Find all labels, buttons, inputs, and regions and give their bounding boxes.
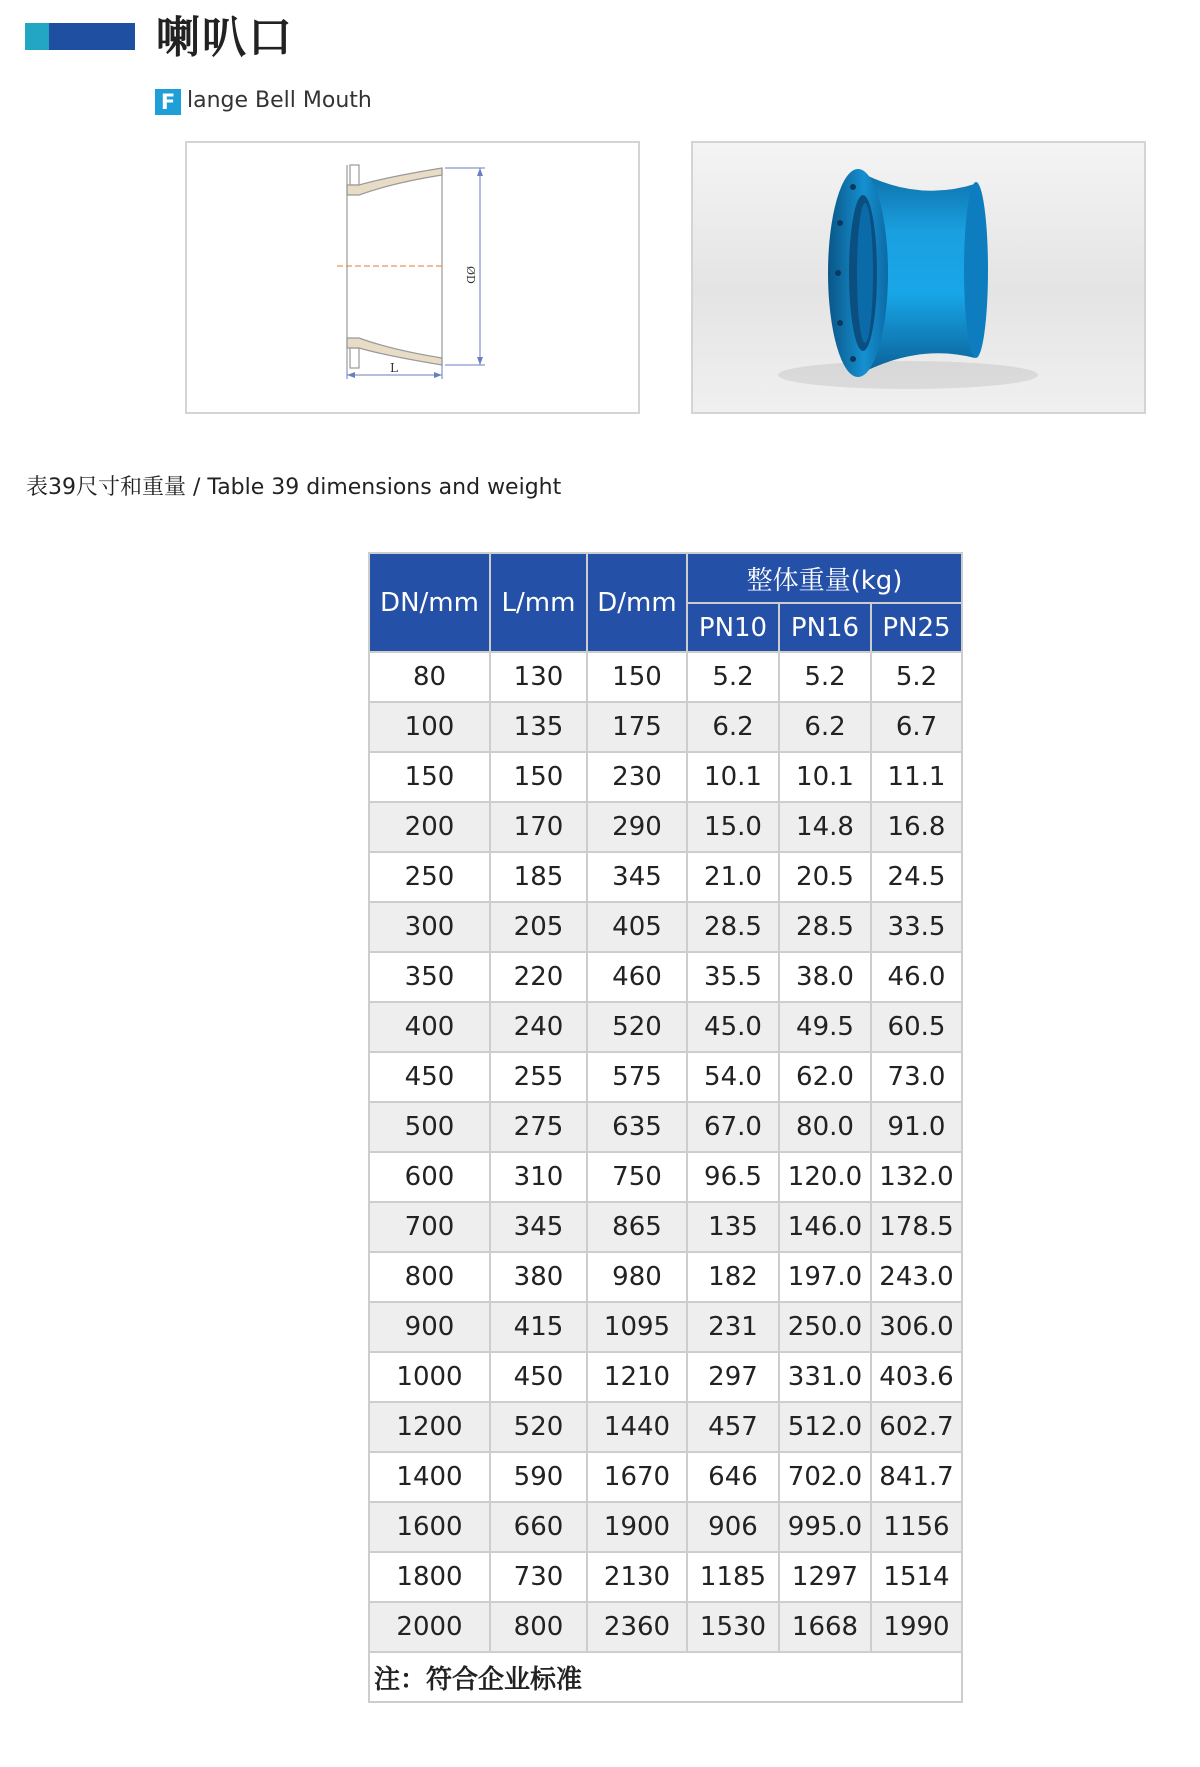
dn-cell: 1400 <box>369 1452 490 1502</box>
dn-cell: 600 <box>369 1152 490 1202</box>
pn16-cell: 14.8 <box>779 802 871 852</box>
d-cell: 1900 <box>587 1502 687 1552</box>
diameter-label: ØD <box>464 266 477 284</box>
pn16-cell: 702.0 <box>779 1452 871 1502</box>
table-row <box>369 1302 962 1352</box>
table-row <box>369 752 962 802</box>
pn10-cell: 231 <box>687 1302 779 1352</box>
pn25-cell: 46.0 <box>871 952 962 1002</box>
dn-cell: 800 <box>369 1252 490 1302</box>
table-caption: 表39尺寸和重量 / Table 39 dimensions and weight <box>26 475 562 500</box>
dn-cell: 1800 <box>369 1552 490 1602</box>
table-body <box>369 652 962 1652</box>
pn25-cell: 403.6 <box>871 1352 962 1402</box>
table-row <box>369 1352 962 1402</box>
bell-mouth-render <box>693 143 1144 412</box>
pn25-cell: 6.7 <box>871 702 962 752</box>
col-header-d: D/mm <box>587 553 687 652</box>
l-cell: 380 <box>490 1252 587 1302</box>
pn25-cell: 60.5 <box>871 1002 962 1052</box>
page-title: 喇叭口 <box>156 12 294 63</box>
pn16-cell: 146.0 <box>779 1202 871 1252</box>
header-accent-teal-bar <box>25 23 49 50</box>
l-cell: 185 <box>490 852 587 902</box>
table-row <box>369 1152 962 1202</box>
dn-cell: 80 <box>369 652 490 702</box>
l-cell: 345 <box>490 1202 587 1252</box>
pn16-cell: 250.0 <box>779 1302 871 1352</box>
dn-cell: 1200 <box>369 1402 490 1452</box>
dn-cell: 350 <box>369 952 490 1002</box>
pn25-cell: 306.0 <box>871 1302 962 1352</box>
d-cell: 2360 <box>587 1602 687 1652</box>
pn25-cell: 243.0 <box>871 1252 962 1302</box>
pn25-cell: 602.7 <box>871 1402 962 1452</box>
d-cell: 1210 <box>587 1352 687 1402</box>
pn10-cell: 54.0 <box>687 1052 779 1102</box>
pn16-cell: 62.0 <box>779 1052 871 1102</box>
pn25-cell: 1156 <box>871 1502 962 1552</box>
d-cell: 1440 <box>587 1402 687 1452</box>
pn10-cell: 35.5 <box>687 952 779 1002</box>
pn10-cell: 28.5 <box>687 902 779 952</box>
dn-cell: 450 <box>369 1052 490 1102</box>
pn16-cell: 80.0 <box>779 1102 871 1152</box>
table-row <box>369 1002 962 1052</box>
l-cell: 135 <box>490 702 587 752</box>
table-row <box>369 1502 962 1552</box>
length-label: L <box>390 361 398 375</box>
pn25-cell: 178.5 <box>871 1202 962 1252</box>
l-cell: 240 <box>490 1002 587 1052</box>
l-cell: 590 <box>490 1452 587 1502</box>
table-row <box>369 652 962 702</box>
header-accent-blue-bar <box>49 23 135 50</box>
l-cell: 520 <box>490 1402 587 1452</box>
table-row <box>369 952 962 1002</box>
dn-cell: 500 <box>369 1102 490 1152</box>
l-cell: 130 <box>490 652 587 702</box>
col-header-weight-group: 整体重量(kg) <box>687 553 962 603</box>
d-cell: 865 <box>587 1202 687 1252</box>
col-header-l: L/mm <box>490 553 587 652</box>
dn-cell: 150 <box>369 752 490 802</box>
l-cell: 220 <box>490 952 587 1002</box>
pn10-cell: 906 <box>687 1502 779 1552</box>
pn25-cell: 73.0 <box>871 1052 962 1102</box>
pn16-cell: 1668 <box>779 1602 871 1652</box>
dn-cell: 900 <box>369 1302 490 1352</box>
pn25-cell: 1514 <box>871 1552 962 1602</box>
pn16-cell: 1297 <box>779 1552 871 1602</box>
dn-cell: 700 <box>369 1202 490 1252</box>
table-row <box>369 1402 962 1452</box>
l-cell: 415 <box>490 1302 587 1352</box>
table-row <box>369 1052 962 1102</box>
d-cell: 520 <box>587 1002 687 1052</box>
pn10-cell: 457 <box>687 1402 779 1452</box>
pn25-cell: 11.1 <box>871 752 962 802</box>
pn10-cell: 646 <box>687 1452 779 1502</box>
l-cell: 205 <box>490 902 587 952</box>
pn10-cell: 21.0 <box>687 852 779 902</box>
pn16-cell: 49.5 <box>779 1002 871 1052</box>
l-cell: 255 <box>490 1052 587 1102</box>
pn25-cell: 5.2 <box>871 652 962 702</box>
table-row <box>369 802 962 852</box>
pn10-cell: 5.2 <box>687 652 779 702</box>
table-row <box>369 1552 962 1602</box>
technical-drawing-panel <box>185 141 640 414</box>
l-cell: 450 <box>490 1352 587 1402</box>
col-header-pn25: PN25 <box>871 603 962 652</box>
l-cell: 730 <box>490 1552 587 1602</box>
d-cell: 750 <box>587 1152 687 1202</box>
pn16-cell: 28.5 <box>779 902 871 952</box>
l-cell: 170 <box>490 802 587 852</box>
dn-cell: 300 <box>369 902 490 952</box>
table-row <box>369 1252 962 1302</box>
table-row <box>369 902 962 952</box>
pn16-cell: 197.0 <box>779 1252 871 1302</box>
pn16-cell: 331.0 <box>779 1352 871 1402</box>
d-cell: 460 <box>587 952 687 1002</box>
l-cell: 310 <box>490 1152 587 1202</box>
dn-cell: 400 <box>369 1002 490 1052</box>
dn-cell: 1600 <box>369 1502 490 1552</box>
d-cell: 1095 <box>587 1302 687 1352</box>
table-row <box>369 1202 962 1252</box>
d-cell: 2130 <box>587 1552 687 1602</box>
d-cell: 575 <box>587 1052 687 1102</box>
table-row <box>369 1602 962 1652</box>
d-cell: 150 <box>587 652 687 702</box>
pn25-cell: 91.0 <box>871 1102 962 1152</box>
dn-cell: 2000 <box>369 1602 490 1652</box>
pn10-cell: 1185 <box>687 1552 779 1602</box>
pn10-cell: 297 <box>687 1352 779 1402</box>
d-cell: 405 <box>587 902 687 952</box>
pn10-cell: 15.0 <box>687 802 779 852</box>
col-header-pn16: PN16 <box>779 603 871 652</box>
col-header-dn: DN/mm <box>369 553 490 652</box>
product-render-panel <box>691 141 1146 414</box>
table-note: 注：符合企业标准 <box>369 1652 962 1702</box>
pn16-cell: 120.0 <box>779 1152 871 1202</box>
table-row <box>369 852 962 902</box>
pn16-cell: 512.0 <box>779 1402 871 1452</box>
d-cell: 345 <box>587 852 687 902</box>
subtitle-initial-badge: F <box>155 89 181 115</box>
table-row <box>369 702 962 752</box>
d-cell: 290 <box>587 802 687 852</box>
bell-mouth-drawing <box>187 143 638 412</box>
pn10-cell: 6.2 <box>687 702 779 752</box>
table-row <box>369 1452 962 1502</box>
l-cell: 800 <box>490 1602 587 1652</box>
pn16-cell: 10.1 <box>779 752 871 802</box>
col-header-pn10: PN10 <box>687 603 779 652</box>
dn-cell: 250 <box>369 852 490 902</box>
pn10-cell: 135 <box>687 1202 779 1252</box>
d-cell: 175 <box>587 702 687 752</box>
pn25-cell: 16.8 <box>871 802 962 852</box>
dn-cell: 200 <box>369 802 490 852</box>
pn16-cell: 38.0 <box>779 952 871 1002</box>
d-cell: 635 <box>587 1102 687 1152</box>
pn10-cell: 182 <box>687 1252 779 1302</box>
pn25-cell: 24.5 <box>871 852 962 902</box>
d-cell: 980 <box>587 1252 687 1302</box>
d-cell: 230 <box>587 752 687 802</box>
pn10-cell: 96.5 <box>687 1152 779 1202</box>
pn10-cell: 10.1 <box>687 752 779 802</box>
table-row <box>369 1102 962 1152</box>
pn25-cell: 841.7 <box>871 1452 962 1502</box>
pn16-cell: 995.0 <box>779 1502 871 1552</box>
l-cell: 275 <box>490 1102 587 1152</box>
l-cell: 150 <box>490 752 587 802</box>
pn25-cell: 33.5 <box>871 902 962 952</box>
dimension-weight-table <box>368 552 963 1703</box>
pn16-cell: 6.2 <box>779 702 871 752</box>
pn25-cell: 1990 <box>871 1602 962 1652</box>
pn10-cell: 45.0 <box>687 1002 779 1052</box>
pn25-cell: 132.0 <box>871 1152 962 1202</box>
pn16-cell: 5.2 <box>779 652 871 702</box>
pn10-cell: 1530 <box>687 1602 779 1652</box>
d-cell: 1670 <box>587 1452 687 1502</box>
page-subtitle: lange Bell Mouth <box>187 88 372 113</box>
l-cell: 660 <box>490 1502 587 1552</box>
pn10-cell: 67.0 <box>687 1102 779 1152</box>
dn-cell: 1000 <box>369 1352 490 1402</box>
pn16-cell: 20.5 <box>779 852 871 902</box>
dn-cell: 100 <box>369 702 490 752</box>
